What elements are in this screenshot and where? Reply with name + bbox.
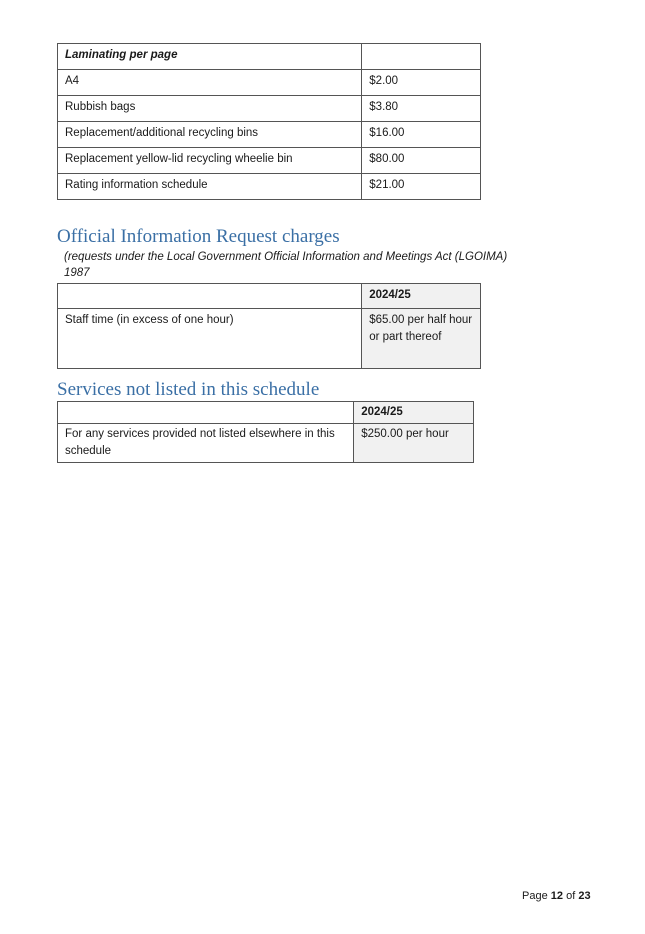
table-row — [58, 309, 481, 369]
table-header-row — [58, 402, 474, 424]
laminating-header-value — [362, 44, 481, 70]
services-section-heading: Services not listed in this schedule — [57, 379, 320, 400]
header-blank-cell — [58, 284, 362, 309]
total-pages: 23 — [578, 890, 591, 902]
item-cell: Rubbish bags — [58, 96, 362, 122]
table-row — [58, 148, 481, 174]
table-row — [58, 424, 474, 463]
page-footer — [522, 890, 591, 902]
price-cell: $3.80 — [362, 96, 481, 122]
table-row — [58, 174, 481, 200]
price-cell: $250.00 per hour — [354, 424, 474, 463]
item-cell: Staff time (in excess of one hour) — [58, 309, 362, 369]
year-header: 2024/25 — [362, 284, 481, 309]
oir-section-subtitle: (requests under the Local Government Official Information and Meetings Act (LGOIMA) 1987 — [64, 251, 508, 279]
item-cell: Replacement/additional recycling bins — [58, 122, 362, 148]
price-cell: $65.00 per half hour or part thereof — [362, 309, 481, 369]
price-cell: $21.00 — [362, 174, 481, 200]
table-row — [58, 96, 481, 122]
page-number: 12 — [550, 890, 564, 902]
oir-section-heading: Official Information Request charges — [57, 226, 340, 247]
of-label: of — [566, 890, 576, 902]
table-row — [58, 122, 481, 148]
table-row — [58, 70, 481, 96]
year-header: 2024/25 — [354, 402, 474, 424]
page-label: Page — [522, 890, 548, 902]
laminating-header: Laminating per page — [58, 44, 362, 70]
table-header-row — [58, 284, 481, 309]
price-cell: $80.00 — [362, 148, 481, 174]
laminating-table — [57, 43, 481, 200]
price-cell: $16.00 — [362, 122, 481, 148]
item-cell: Replacement yellow-lid recycling wheelie bin — [58, 148, 362, 174]
item-cell: A4 — [58, 70, 362, 96]
services-table — [57, 401, 474, 463]
price-cell: $2.00 — [362, 70, 481, 96]
table-header-row — [58, 44, 481, 70]
item-cell: For any services provided not listed elsewhere in this schedule — [58, 424, 354, 463]
header-blank-cell — [58, 402, 354, 424]
item-cell: Rating information schedule — [58, 174, 362, 200]
oir-table — [57, 283, 481, 369]
